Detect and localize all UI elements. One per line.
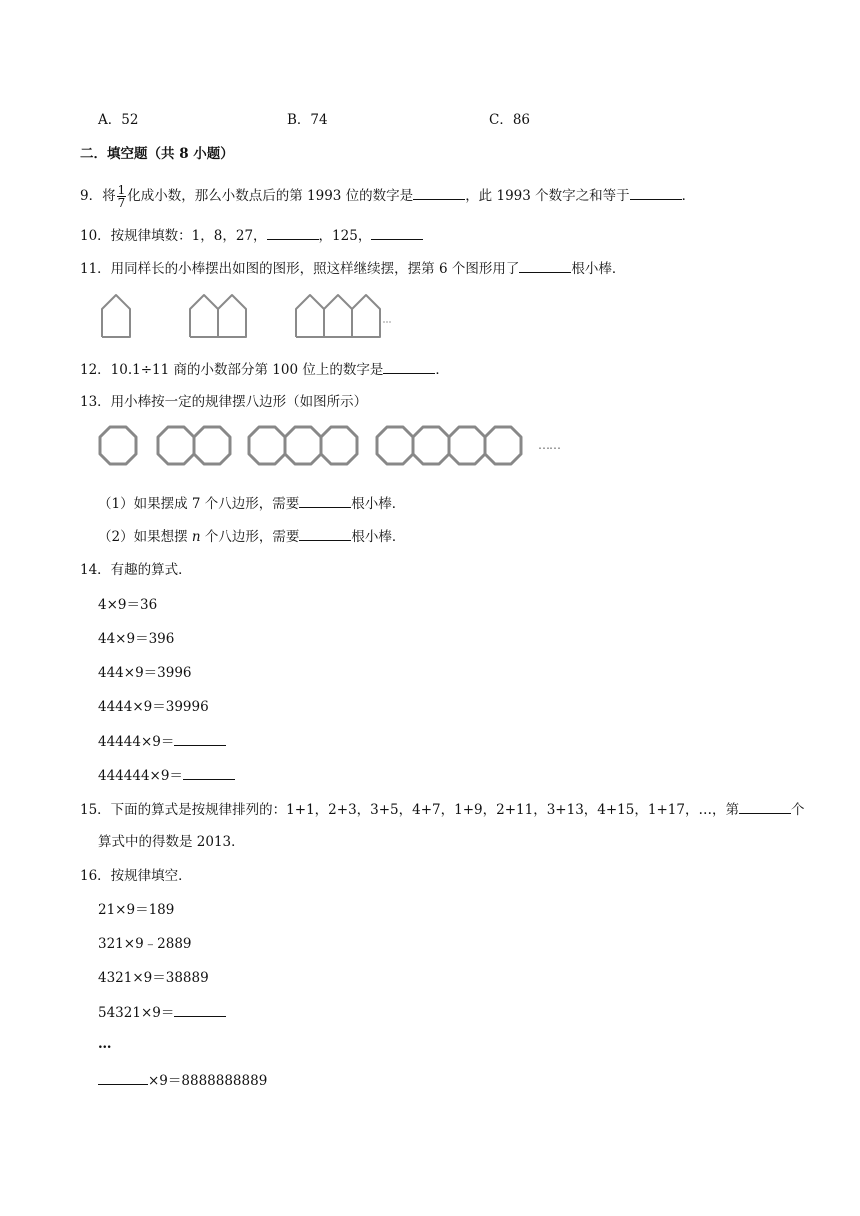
- house-figure-2: [190, 295, 246, 337]
- q9-end: ．: [681, 188, 696, 204]
- choice-c: C．86: [489, 112, 531, 128]
- answer-blank[interactable]: [98, 1071, 148, 1085]
- question-13-part-1: [98, 494, 405, 513]
- q12-end: ．: [435, 362, 449, 378]
- q15-line1-before: 15．下面的算式是按规律排列的：1+1，2+3，3+5，4+7，1+9，2+11，3+13，4+15，1+17，…，第: [80, 802, 739, 818]
- question-15: [80, 800, 804, 819]
- equation-text: 444444×9＝: [98, 768, 183, 784]
- q13-sub2-mid: 个八边形，需要: [200, 529, 300, 545]
- equation-text: 54321×9＝: [98, 1005, 175, 1021]
- fraction: [117, 184, 127, 209]
- q13-sub1-before: （1）如果摆成 7 个八边形，需要: [98, 496, 300, 512]
- answer-blank[interactable]: [519, 259, 571, 273]
- equation-line: [98, 766, 235, 785]
- equation-line: 4×9＝36: [98, 597, 158, 613]
- answer-blank[interactable]: [174, 732, 226, 746]
- equation-line: 21×9＝189: [98, 902, 175, 918]
- equation-line: [98, 732, 226, 751]
- equation-line: 44×9＝396: [98, 631, 175, 647]
- fraction-denominator: 7: [117, 196, 126, 210]
- octagon-figure-4: [377, 427, 521, 464]
- equation-line: [98, 1071, 267, 1090]
- equation-line: 444×9＝3996: [98, 665, 192, 681]
- answer-blank[interactable]: [183, 766, 235, 780]
- answer-blank[interactable]: [630, 186, 682, 200]
- house-shapes-figure: [98, 290, 403, 344]
- q10-mid: ，125，: [318, 228, 372, 244]
- question-13-part-2: [98, 527, 405, 546]
- equation-line: [98, 1003, 226, 1022]
- house-figure-3: [296, 295, 380, 337]
- q9-mid: 化成小数，那么小数点后的第 1993 位的数字是: [127, 188, 414, 204]
- section-title: 二．填空题（共 8 小题）: [80, 146, 234, 162]
- equation-text: 4444×9＝39996: [98, 699, 209, 715]
- answer-blank[interactable]: [174, 1003, 226, 1017]
- q10-before: 10．按规律填数：1，8，27，: [80, 228, 267, 244]
- choice-a: A．52: [98, 112, 139, 128]
- octagon-figure-3: [249, 427, 357, 464]
- question-16-title: 16．按规律填空．: [80, 868, 192, 884]
- octagon-figure-2: [158, 427, 230, 464]
- octagon-figure-1: [100, 427, 136, 464]
- question-14-title: 14．有趣的算式．: [80, 562, 192, 578]
- equation-text: 44444×9＝: [98, 734, 175, 750]
- house-figure-1: [102, 295, 130, 337]
- equation-line: [98, 698, 209, 716]
- equation-text: ×9＝8888888889: [148, 1073, 268, 1089]
- octagon-figure: [98, 424, 578, 470]
- q9-mid2: ，此 1993 个数字之和等于: [465, 188, 630, 204]
- answer-blank[interactable]: [299, 527, 351, 541]
- continuation-dots: ……: [538, 438, 560, 452]
- q15-line1-end: 个: [790, 802, 805, 818]
- q13-sub2-end: 根小棒．: [351, 529, 406, 545]
- q13-sub2-before: （2）如果想摆: [98, 529, 192, 545]
- q11-end: 根小棒．: [571, 261, 626, 277]
- answer-blank[interactable]: [371, 226, 423, 240]
- question-13-title: 13．用小棒按一定的规律摆八边形（如图所示）: [80, 394, 368, 410]
- q12-before: 12．10.1÷11 商的小数部分第 100 位上的数字是: [80, 362, 384, 378]
- question-12: [80, 360, 449, 379]
- fraction-numerator: 1: [117, 183, 126, 197]
- ellipsis: …: [98, 1036, 112, 1052]
- question-15-line-2: 算式中的得数是 2013．: [98, 834, 245, 850]
- equation-line: 321×9﹣2889: [98, 936, 192, 952]
- q13-sub1-end: 根小棒．: [351, 496, 406, 512]
- equation-line: 4321×9＝38889: [98, 970, 209, 986]
- question-9: [80, 184, 695, 209]
- choice-b: B．74: [287, 112, 328, 128]
- answer-blank[interactable]: [383, 360, 435, 374]
- answer-blank[interactable]: [267, 226, 319, 240]
- q11-before: 11．用同样长的小棒摆出如图的图形，照这样继续摆，摆第 6 个图形用了: [80, 261, 520, 277]
- question-10: [80, 226, 423, 245]
- answer-blank[interactable]: [299, 494, 351, 508]
- question-11: [80, 259, 625, 278]
- answer-blank[interactable]: [413, 186, 465, 200]
- variable-n: n: [191, 529, 201, 545]
- q9-before: 9．将: [80, 188, 116, 204]
- answer-blank[interactable]: [739, 800, 791, 814]
